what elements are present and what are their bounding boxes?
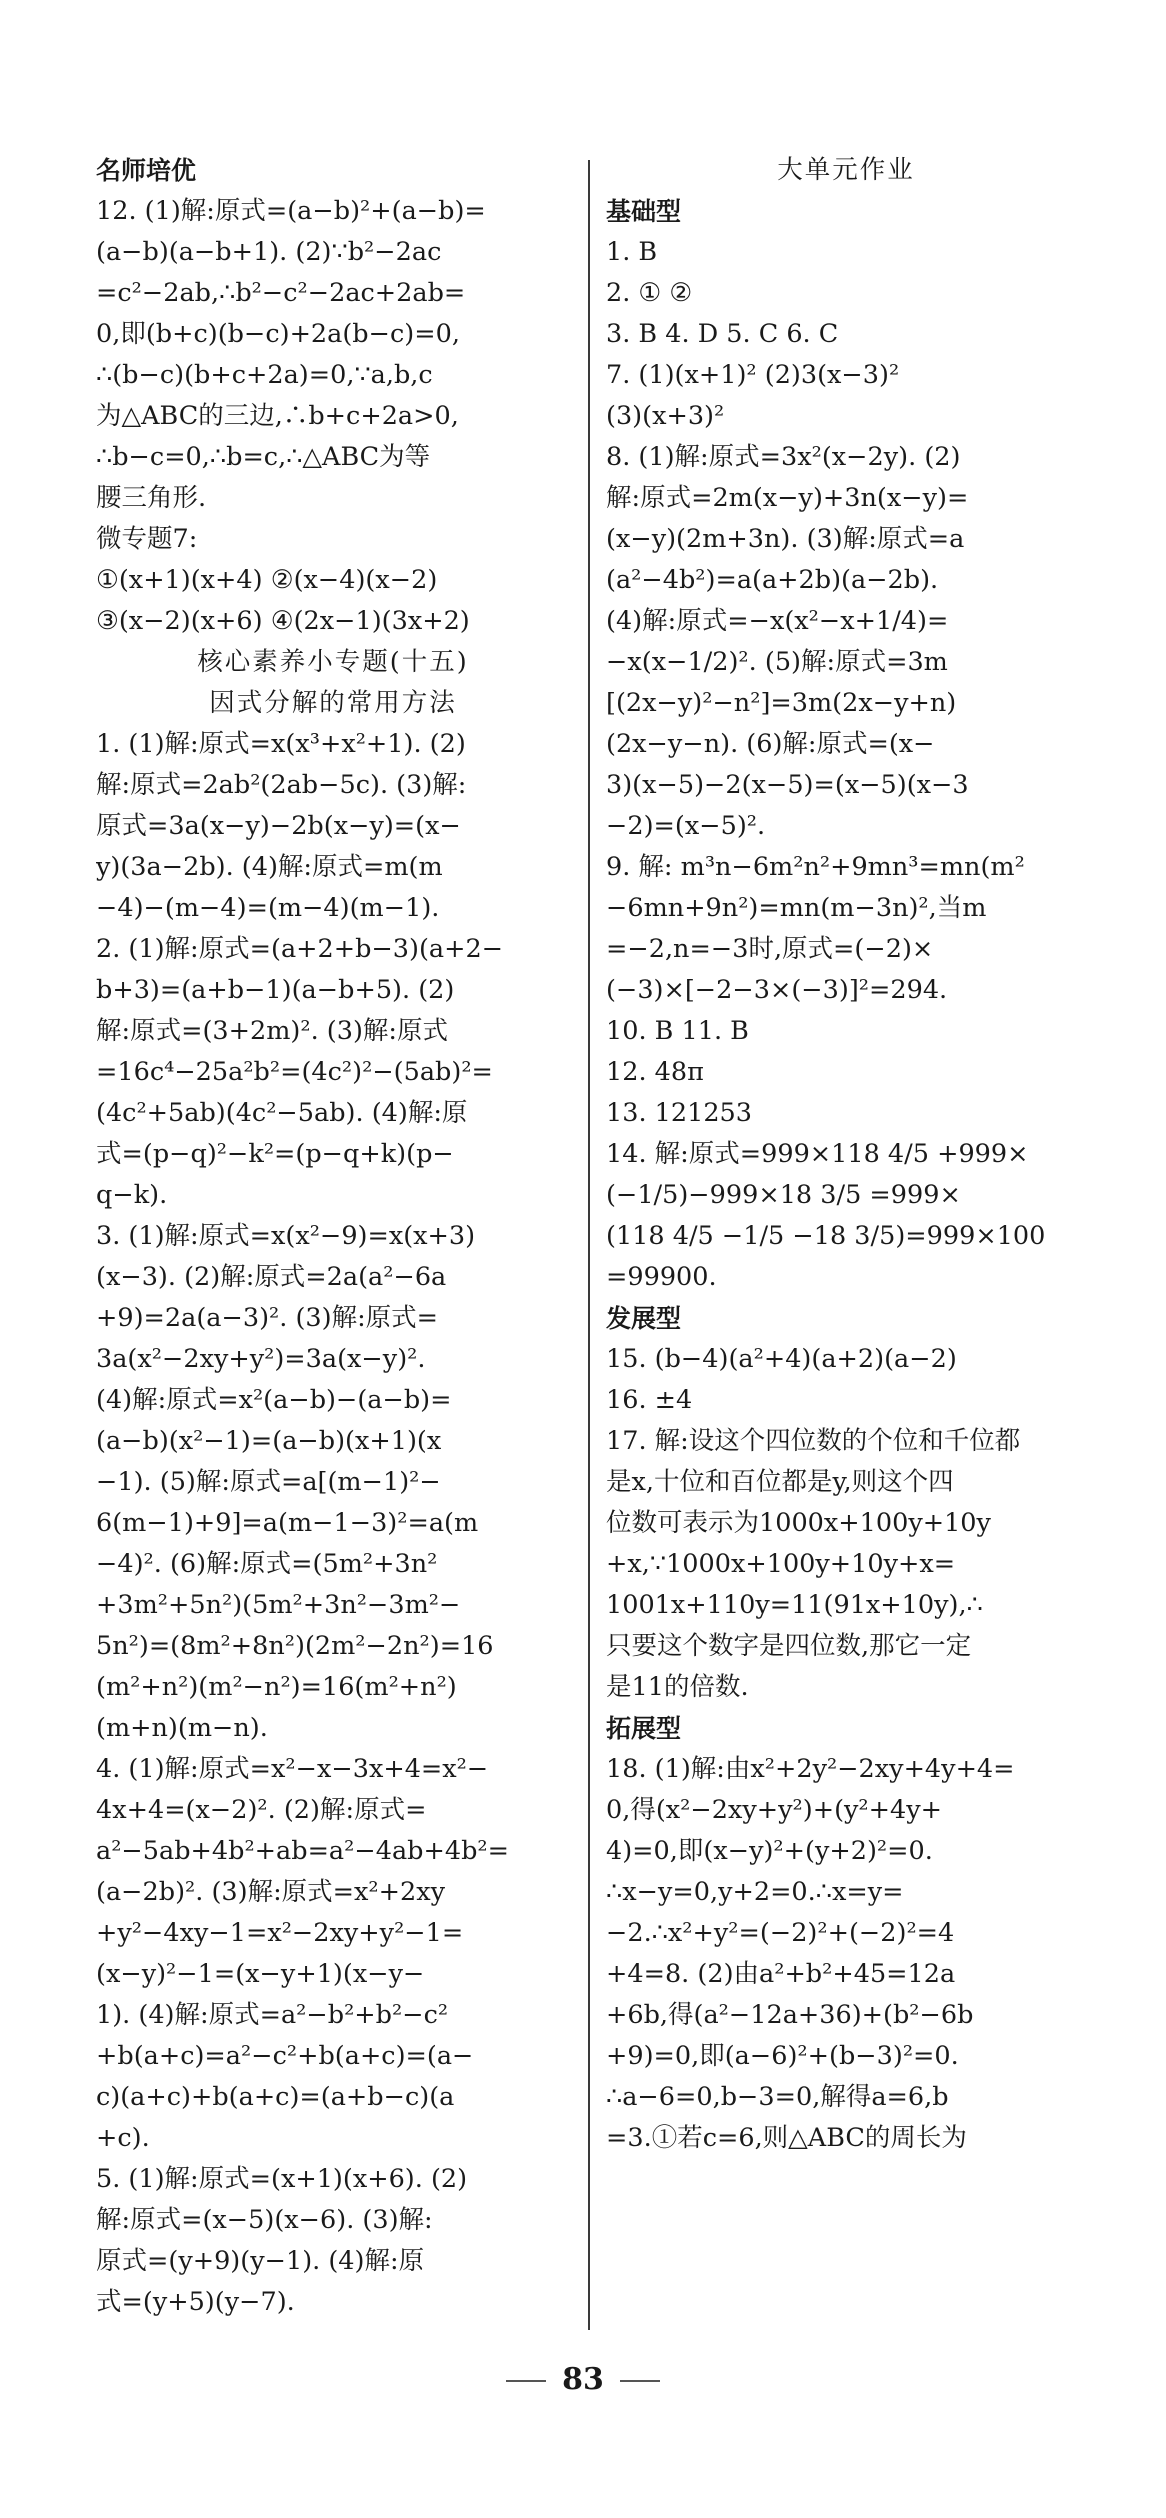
text-line: 1. (1)解:原式=x(x³+x²+1). (2)	[96, 729, 466, 759]
text-line: +3m²+5n²)(5m²+3n²−3m²−	[96, 1590, 461, 1620]
text-line: 3)(x−5)−2(x−5)=(x−5)(x−3	[606, 770, 969, 800]
text-line: 基础型	[606, 197, 682, 226]
text-line: −2.∴x²+y²=(−2)²+(−2)²=4	[606, 1918, 955, 1948]
left-column	[96, 150, 570, 2323]
text-line: c)(a+c)+b(a+c)=(a+b−c)(a	[96, 2082, 455, 2112]
text-line: 只要这个数字是四位数,那它一定	[606, 1631, 972, 1661]
text-line: 式=(p−q)²−k²=(p−q+k)(p−	[96, 1139, 454, 1169]
text-line: (a−2b)². (3)解:原式=x²+2xy	[96, 1877, 446, 1907]
text-line: 6(m−1)+9]=a(m−1−3)²=a(m	[96, 1508, 479, 1538]
text-line: (a−b)(a−b+1). (2)∵b²−2ac	[96, 237, 442, 267]
footer-dash-left	[506, 2380, 546, 2382]
text-line: ∴b−c=0,∴b=c,∴△ABC为等	[96, 442, 431, 472]
text-line: 1). (4)解:原式=a²−b²+b²−c²	[96, 2000, 449, 2030]
text-line: 12. 48π	[606, 1057, 704, 1087]
text-line: =−2,n=−3时,原式=(−2)×	[606, 934, 934, 964]
text-line: 名师培优	[96, 156, 197, 185]
text-line: (a−b)(x²−1)=(a−b)(x+1)(x	[96, 1426, 442, 1456]
text-line: ③(x−2)(x+6) ④(2x−1)(3x+2)	[96, 606, 470, 636]
text-line: 位数可表示为1000x+100y+10y	[606, 1508, 991, 1538]
text-line: +c).	[96, 2123, 150, 2153]
text-line: 式=(y+5)(y−7).	[96, 2287, 295, 2317]
text-line: 4)=0,即(x−y)²+(y+2)²=0.	[606, 1836, 933, 1866]
text-line: 发展型	[606, 1304, 682, 1333]
text-line: 是11的倍数.	[606, 1672, 749, 1702]
text-line: +9)=2a(a−3)². (3)解:原式=	[96, 1303, 439, 1333]
text-line: 17. 解:设这个四位数的个位和千位都	[606, 1426, 1021, 1456]
text-line: 为△ABC的三边,∴b+c+2a>0,	[96, 401, 459, 431]
text-line: +y²−4xy−1=x²−2xy+y²−1=	[96, 1918, 464, 1948]
text-line: 15. (b−4)(a²+4)(a+2)(a−2)	[606, 1344, 957, 1374]
text-line: 原式=(y+9)(y−1). (4)解:原	[96, 2246, 425, 2276]
text-line: (4)解:原式=−x(x²−x+1/4)=	[606, 606, 949, 636]
text-line: 是x,十位和百位都是y,则这个四	[606, 1467, 954, 1497]
text-line: 13. 121253	[606, 1098, 753, 1128]
text-line: 2. (1)解:原式=(a+2+b−3)(a+2−	[96, 934, 504, 964]
text-line: b+3)=(a+b−1)(a−b+5). (2)	[96, 975, 455, 1005]
text-line: =c²−2ab,∴b²−c²−2ac+2ab=	[96, 278, 466, 308]
text-line: 微专题7:	[96, 524, 198, 554]
footer-dash-right	[620, 2380, 660, 2382]
text-line: (−3)×[−2−3×(−3)]²=294.	[606, 975, 948, 1005]
text-line: =16c⁴−25a²b²=(4c²)²−(5ab)²=	[96, 1057, 493, 1087]
text-line: 12. (1)解:原式=(a−b)²+(a−b)=	[96, 196, 486, 226]
text-line: 14. 解:原式=999×118 4/5 +999×	[606, 1139, 1029, 1169]
text-line: (x−3). (2)解:原式=2a(a²−6a	[96, 1262, 447, 1292]
text-line: 10. B 11. B	[606, 1016, 749, 1046]
page-footer	[0, 2360, 1166, 2400]
text-line: (x−y)²−1=(x−y+1)(x−y−	[96, 1959, 425, 1989]
text-line: +4=8. (2)由a²+b²+45=12a	[606, 1959, 956, 1989]
text-line: 5n²)=(8m²+8n²)(2m²−2n²)=16	[96, 1631, 494, 1661]
text-line: +6b,得(a²−12a+36)+(b²−6b	[606, 2000, 974, 2030]
text-line: 原式=3a(x−y)−2b(x−y)=(x−	[96, 811, 461, 841]
text-line: 16. ±4	[606, 1385, 693, 1415]
text-line: 3a(x²−2xy+y²)=3a(x−y)².	[96, 1344, 426, 1374]
text-line: −6mn+9n²)=mn(m−3n)²,当m	[606, 893, 987, 923]
text-line: (4c²+5ab)(4c²−5ab). (4)解:原	[96, 1098, 468, 1128]
text-line: [(2x−y)²−n²]=3m(2x−y+n)	[606, 688, 957, 718]
text-line: 3. B 4. D 5. C 6. C	[606, 319, 839, 349]
text-line: q−k).	[96, 1180, 168, 1210]
text-line: 解:原式=2ab²(2ab−5c). (3)解:	[96, 770, 467, 800]
text-line: 因式分解的常用方法	[209, 688, 457, 718]
text-line: 3. (1)解:原式=x(x²−9)=x(x+3)	[96, 1221, 476, 1251]
column-divider	[588, 160, 590, 2330]
text-line: (x−y)(2m+3n). (3)解:原式=a	[606, 524, 965, 554]
text-line: 解:原式=(3+2m)². (3)解:原式	[96, 1016, 448, 1046]
text-line: −4)². (6)解:原式=(5m²+3n²	[96, 1549, 438, 1579]
text-line: (m²+n²)(m²−n²)=16(m²+n²)	[96, 1672, 457, 1702]
text-line: 8. (1)解:原式=3x²(x−2y). (2)	[606, 442, 961, 472]
text-line: 解:原式=2m(x−y)+3n(x−y)=	[606, 483, 969, 513]
text-line: y)(3a−2b). (4)解:原式=m(m	[96, 852, 443, 882]
text-line: 拓展型	[606, 1714, 682, 1743]
text-line: 腰三角形.	[96, 483, 207, 513]
text-line: ∴x−y=0,y+2=0.∴x=y=	[606, 1877, 904, 1907]
text-line: +9)=0,即(a−6)²+(b−3)²=0.	[606, 2041, 959, 2071]
text-line: (m+n)(m−n).	[96, 1713, 268, 1743]
text-line: 1001x+110y=11(91x+10y),∴	[606, 1590, 983, 1620]
text-line: 18. (1)解:由x²+2y²−2xy+4y+4=	[606, 1754, 1015, 1784]
text-line: =3.①若c=6,则△ABC的周长为	[606, 2123, 967, 2153]
text-line: +x,∵1000x+100y+10y+x=	[606, 1549, 956, 1579]
text-line: =99900.	[606, 1262, 717, 1292]
text-line: 7. (1)(x+1)² (2)3(x−3)²	[606, 360, 900, 390]
text-line: 9. 解: m³n−6m²n²+9mn³=mn(m²	[606, 852, 1025, 882]
text-line: 2. ① ②	[606, 278, 693, 308]
text-line: ①(x+1)(x+4) ②(x−4)(x−2)	[96, 565, 438, 595]
text-line: −x(x−1/2)². (5)解:原式=3m	[606, 647, 948, 677]
text-line: 4. (1)解:原式=x²−x−3x+4=x²−	[96, 1754, 489, 1784]
text-line: (118 4/5 −1/5 −18 3/5)=999×100	[606, 1221, 1046, 1251]
text-line: −1). (5)解:原式=a[(m−1)²−	[96, 1467, 441, 1497]
text-line: (2x−y−n). (6)解:原式=(x−	[606, 729, 935, 759]
text-line: (−1/5)−999×18 3/5 =999×	[606, 1180, 961, 1210]
text-line: 5. (1)解:原式=(x+1)(x+6). (2)	[96, 2164, 468, 2194]
text-line: 0,得(x²−2xy+y²)+(y²+4y+	[606, 1795, 943, 1825]
text-line: (4)解:原式=x²(a−b)−(a−b)=	[96, 1385, 452, 1415]
text-line: 核心素养小专题(十五)	[197, 647, 469, 677]
page-number: 83	[562, 2362, 604, 2397]
text-line: +b(a+c)=a²−c²+b(a+c)=(a−	[96, 2041, 474, 2071]
text-line: ∴a−6=0,b−3=0,解得a=6,b	[606, 2082, 949, 2112]
text-line: 1. B	[606, 237, 658, 267]
text-line: ∴(b−c)(b+c+2a)=0,∵a,b,c	[96, 360, 433, 390]
text-line: 0,即(b+c)(b−c)+2a(b−c)=0,	[96, 319, 460, 349]
text-line: −4)−(m−4)=(m−4)(m−1).	[96, 893, 440, 923]
text-line: 4x+4=(x−2)². (2)解:原式=	[96, 1795, 427, 1825]
text-line: 解:原式=(x−5)(x−6). (3)解:	[96, 2205, 433, 2235]
text-line: (3)(x+3)²	[606, 401, 725, 431]
text-line: a²−5ab+4b²+ab=a²−4ab+4b²=	[96, 1836, 509, 1866]
right-column	[606, 150, 1086, 2159]
text-line: 大单元作业	[777, 155, 915, 185]
text-line: (a²−4b²)=a(a+2b)(a−2b).	[606, 565, 939, 595]
text-line: −2)=(x−5)².	[606, 811, 766, 841]
